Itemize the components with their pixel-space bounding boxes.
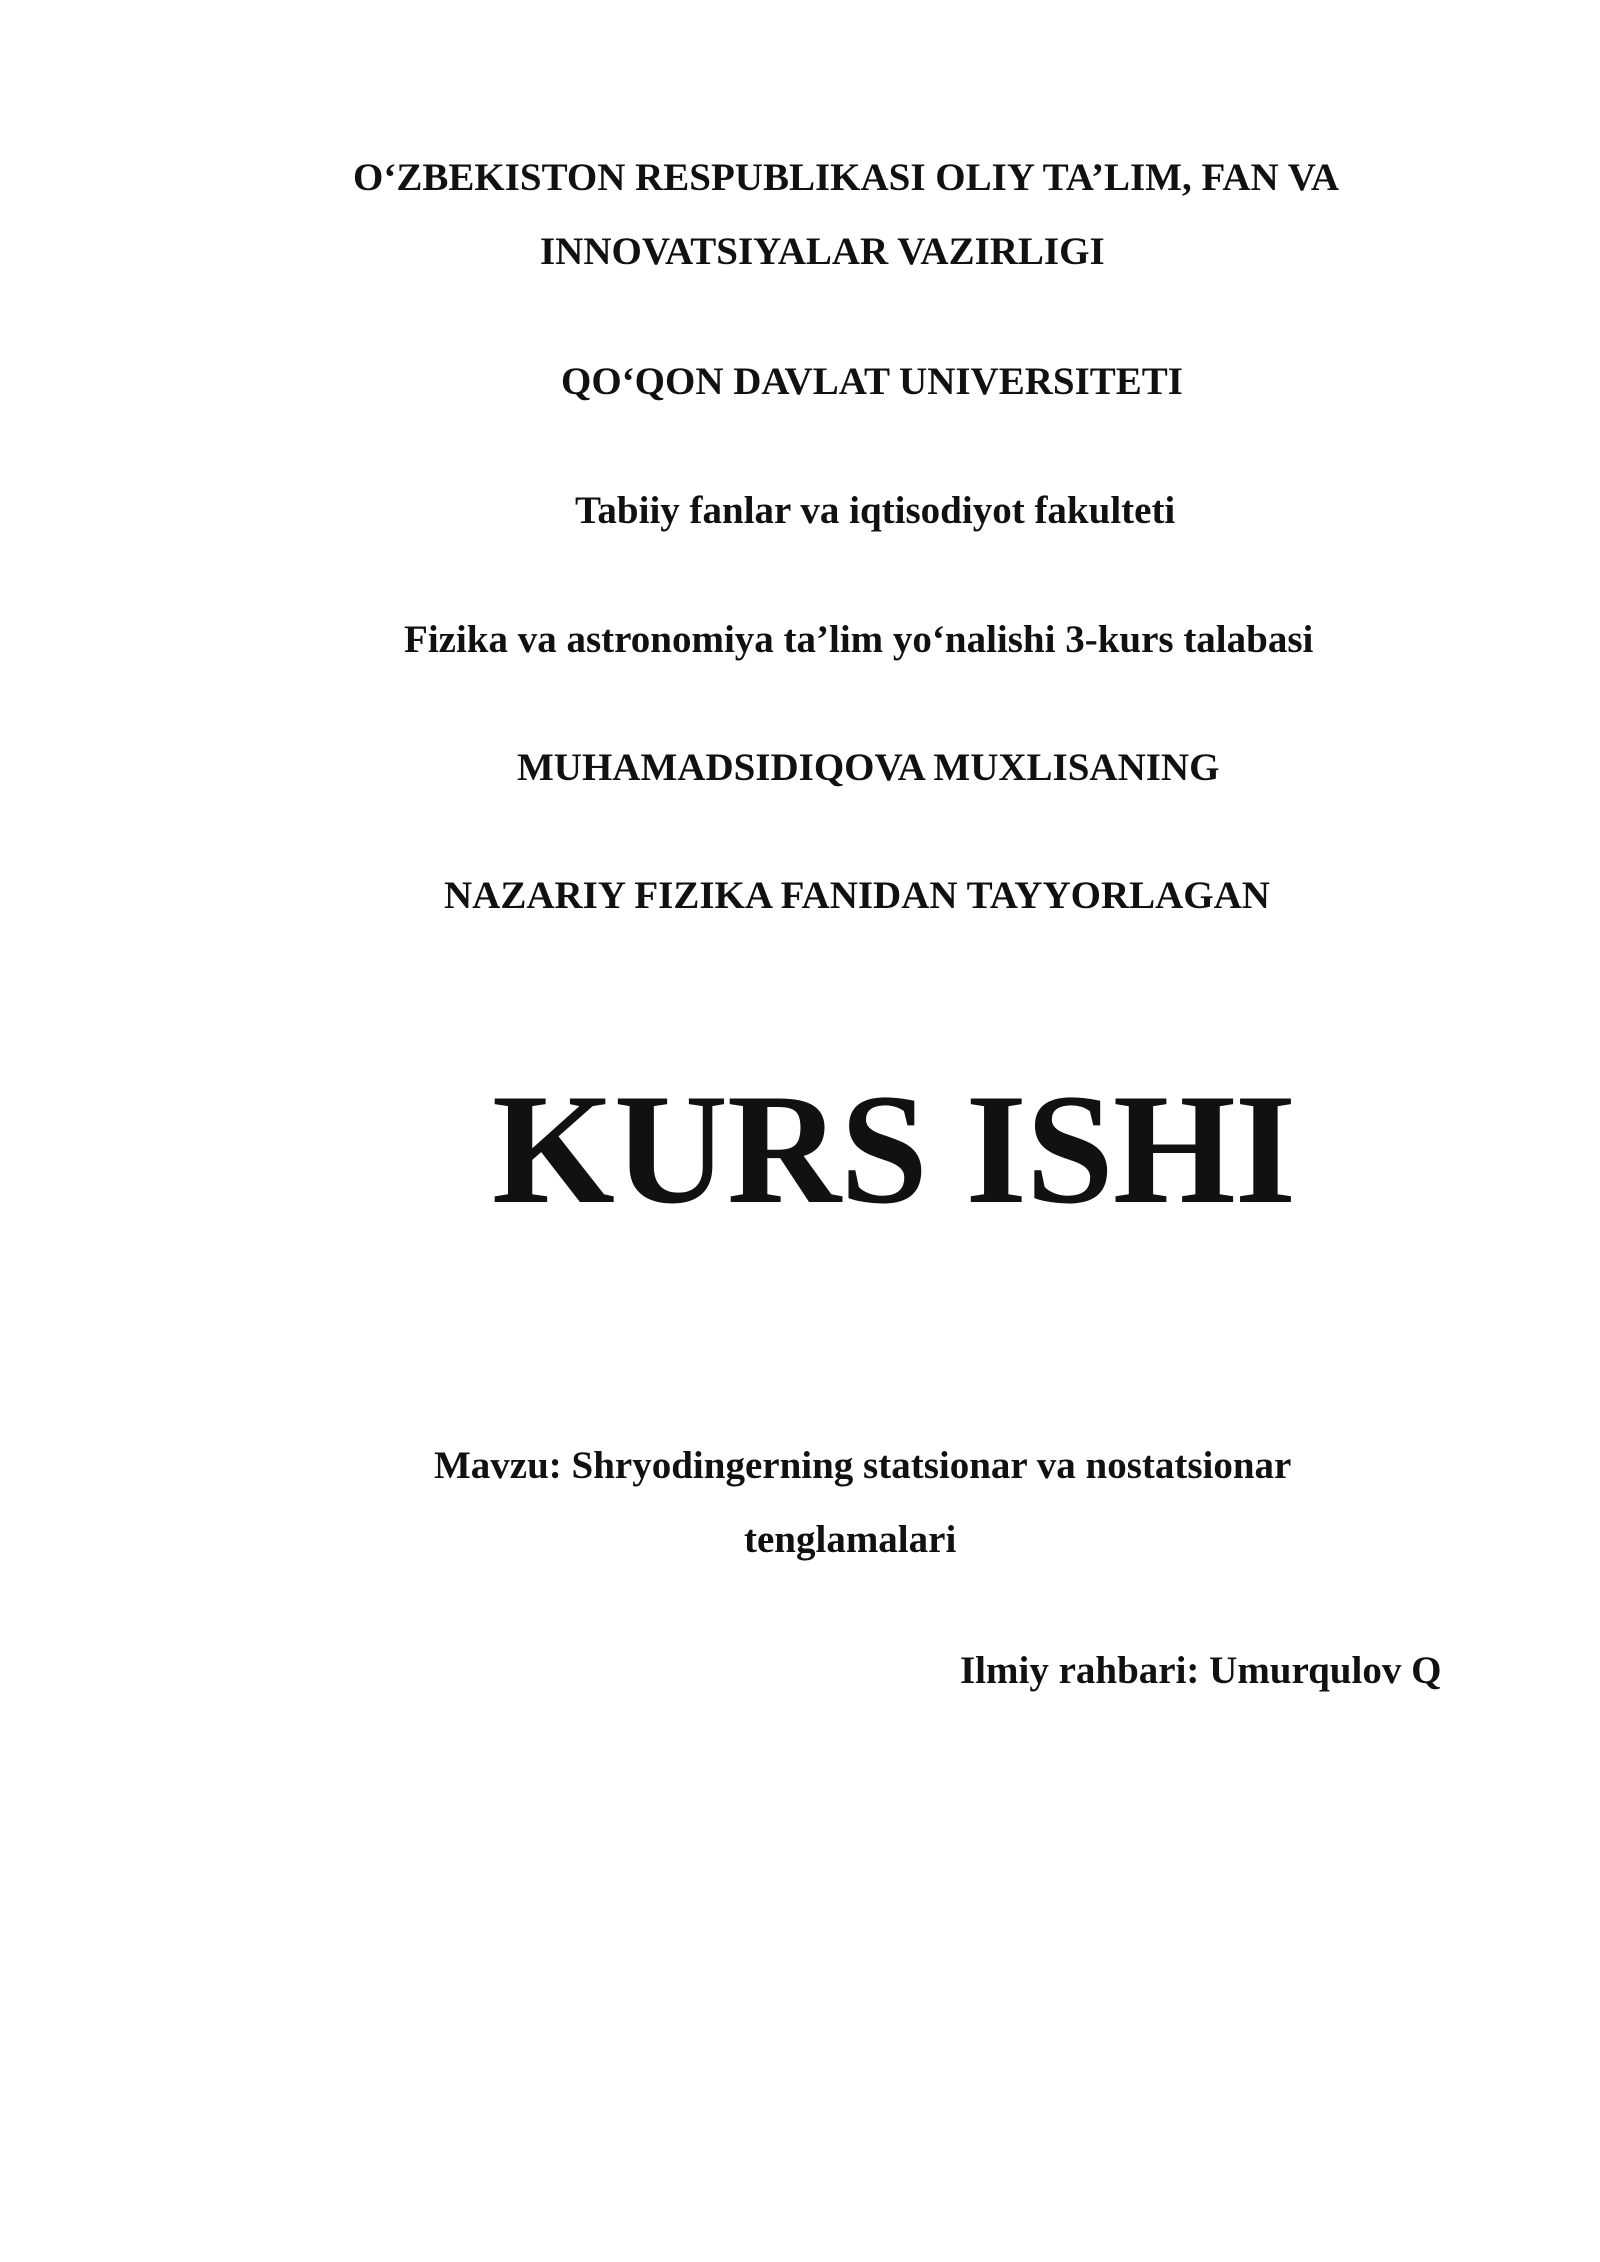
university-name: QO‘QON DAVLAT UNIVERSITETI — [561, 360, 1183, 403]
ministry-line-2: INNOVATSIYALAR VAZIRLIGI — [540, 230, 1105, 273]
subject-line: NAZARIY FIZIKA FANIDAN TAYYORLAGAN — [444, 874, 1270, 917]
supervisor: Ilmiy rahbari: Umurqulov Q — [960, 1649, 1442, 1692]
ministry-line-1: O‘ZBEKISTON RESPUBLIKASI OLIY TA’LIM, FAN VA — [353, 156, 1340, 199]
student-name: MUHAMADSIDIQOVA MUXLISANING — [517, 746, 1220, 789]
faculty-name: Tabiiy fanlar va iqtisodiyot fakulteti — [575, 489, 1176, 532]
topic-line-2: tenglamalari — [744, 1518, 957, 1561]
student-direction: Fizika va astronomiya ta’lim yo‘nalishi 3-kurs talabasi — [404, 618, 1314, 661]
document-title: KURS ISHI — [492, 1062, 1296, 1237]
topic-line-1: Mavzu: Shryodingerning statsionar va nostatsionar — [434, 1444, 1292, 1487]
